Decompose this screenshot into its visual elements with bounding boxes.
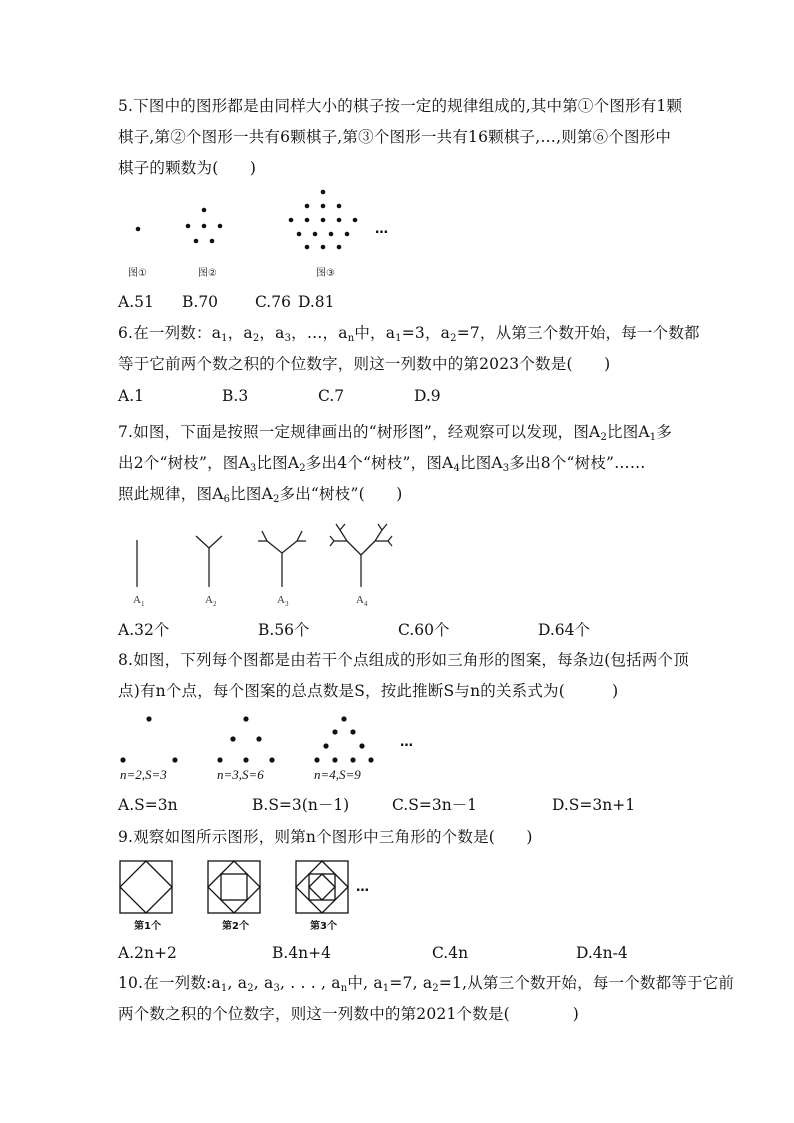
q7-option-d: D.64个 (538, 621, 591, 639)
q10-line-1: 10.在一列数$:a_1$, $a_2$, $a_3$, . . . , $a_n$中, $a_1=7$, $a_2=1$,从第三个数开始，每一个数都等于它前 (118, 974, 735, 994)
q7-option-a: A.32个 (118, 621, 170, 639)
q5-fig3-dots (289, 190, 358, 250)
q5-option-c: C.76 (255, 293, 291, 311)
q6-line-1: 6.在一列数：$a_1$，$a_2$，$a_3$，…，$a_n$中，$a_1=3$，$a_2=7$，从第三个数开始，每一个数都 (118, 324, 700, 344)
q9-label-1: 第1个 (134, 921, 161, 932)
q7-line-2: 出2个“树枝”，图$A_3$比图$A_2$多出4个“树枝”，图$A_4$比图$A_3$多出8个“树枝”…… (118, 454, 646, 474)
q8-label-1: n=2,S=3 (120, 767, 167, 782)
q5-option-d: D.81 (298, 293, 335, 311)
q8-option-b: B.S=3(n－1) (252, 796, 350, 814)
q6-option-d: D.9 (414, 387, 441, 405)
q9-label-3: 第3个 (310, 921, 337, 932)
q7-labels (133, 594, 368, 608)
q5-option-b: B.70 (182, 293, 219, 311)
q6-line-2: 等于它前两个数之积的个位数字，则这一列数中的第2023个数是( ) (118, 355, 611, 373)
q9-option-d: D.4n-4 (576, 944, 628, 962)
q5-line-3: 棋子的颗数为( ) (118, 159, 257, 177)
q8-option-a: A.S=3n (118, 796, 178, 814)
q7-tree-a3 (258, 531, 306, 587)
q7-label-a3: $A_3$ (277, 594, 289, 608)
q8-fig3-dots (314, 716, 373, 762)
q5-fig2-dots (186, 208, 223, 244)
q7-label-a2: $A_2$ (205, 594, 217, 608)
q6-option-a: A.1 (118, 387, 144, 405)
q5-label-2: 图② (198, 268, 217, 279)
q8-figure (120, 716, 413, 782)
q5-label-3: 图③ (316, 268, 335, 279)
q5-line-2: 棋子,第②个图形一共有6颗棋子,第③个图形一共有16颗棋子,…,则第⑥个图形中 (118, 128, 672, 146)
q8-option-c: C.S=3n－1 (392, 796, 478, 814)
q7-option-b: B.56个 (258, 621, 310, 639)
q9-option-a: A.2n+2 (118, 944, 177, 962)
q5-fig1-dot (136, 227, 141, 232)
q9-ellipsis: … (356, 880, 369, 895)
q7-label-a1: $A_1$ (133, 594, 145, 608)
q7-option-c: C.60个 (398, 621, 450, 639)
q7-figure (137, 524, 392, 587)
q10-line-2: 两个数之积的个位数字，则这一列数中的第2021个数是( ) (118, 1005, 579, 1023)
q8-line-1: 8.如图，下列每个图都是由若干个点组成的形如三角形的图案，每条边(包括两个顶 (118, 651, 689, 669)
q8-line-2: 点)有n个点，每个图案的总点数是S，按此推断S与n的关系式为( ) (118, 682, 619, 700)
q5-ellipsis: … (375, 222, 388, 237)
q5-figure (128, 190, 388, 279)
q9-fig1 (120, 861, 172, 913)
q9-fig3 (296, 861, 348, 913)
q8-ellipsis: … (400, 735, 413, 750)
q9-fig2 (208, 861, 260, 913)
q8-label-3: n=4,S=9 (314, 767, 361, 782)
q7-line-3: 照此规律，图$A_6$比图$A_2$多出“树枝”( ) (118, 485, 403, 505)
q6-option-b: B.3 (222, 387, 249, 405)
q6-option-c: C.7 (318, 387, 345, 405)
q7-tree-a4 (330, 524, 392, 587)
q8-fig2-dots (217, 716, 274, 762)
q9-label-2: 第2个 (222, 921, 249, 932)
q8-label-2: n=3,S=6 (217, 767, 264, 782)
q8-fig1-dots (120, 716, 177, 762)
q9-line-1: 9.观察如图所示图形，则第n个图形中三角形的个数是( ) (118, 828, 533, 846)
q5-label-1: 图① (128, 268, 147, 279)
q9-option-b: B.4n+4 (272, 944, 332, 962)
q9-option-c: C.4n (432, 944, 469, 962)
q8-option-d: D.S=3n+1 (552, 796, 636, 814)
q5-line-1: 5.下图中的图形都是由同样大小的棋子按一定的规律组成的,其中第①个图形有1颗 (118, 97, 683, 115)
q7-line-1: 7.如图，下面是按照一定规律画出的“树形图”，经观察可以发现，图$A_2$比图$A_1$多 (118, 423, 673, 443)
q7-tree-a2 (196, 536, 222, 587)
q7-label-a4: $A_4$ (356, 594, 368, 608)
q5-option-a: A.51 (118, 293, 154, 311)
q9-figure (120, 861, 348, 913)
